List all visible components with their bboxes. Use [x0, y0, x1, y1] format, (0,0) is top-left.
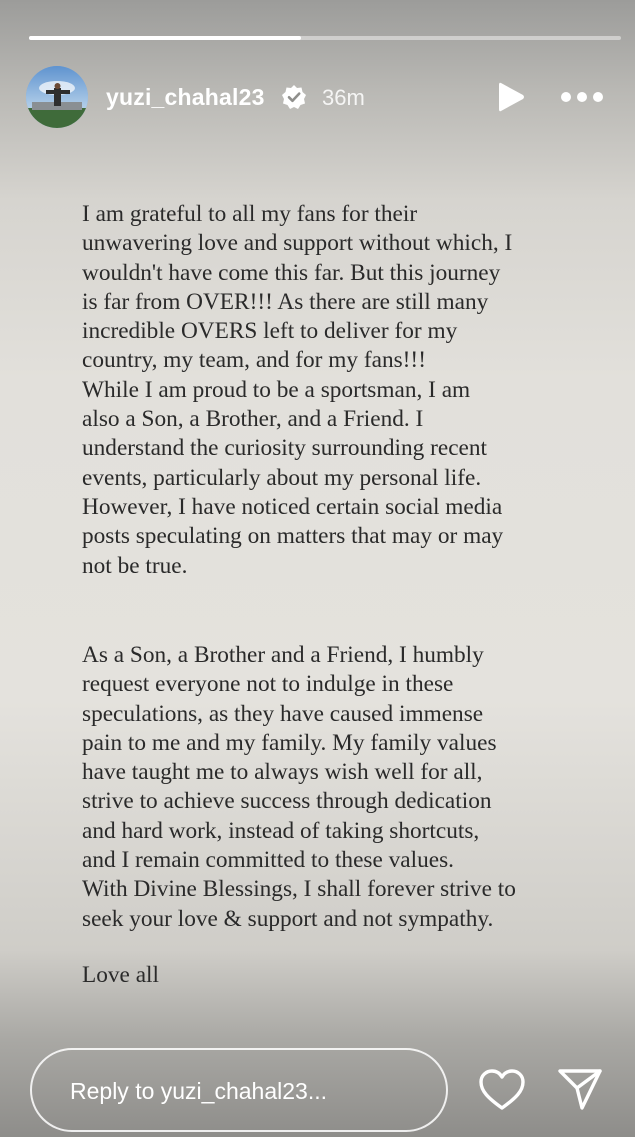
- heart-icon[interactable]: [478, 1068, 526, 1112]
- statement-line: I am grateful to all my fans for their: [82, 201, 418, 227]
- statement-line: have taught me to always wish well for all,: [82, 759, 483, 786]
- statement-line: request everyone not to indulge in these: [82, 671, 454, 698]
- statement-paragraph-2: [82, 641, 602, 934]
- statement-line: posts speculating on matters that may or may: [82, 523, 504, 550]
- statement-line: wouldn't have come this far. But this journey: [82, 259, 501, 286]
- statement-line: also a Son, a Brother, and a Friend. I: [82, 406, 424, 433]
- avatar-image: [26, 66, 88, 128]
- statement-paragraph-1: [82, 200, 602, 581]
- statement-line: With Divine Blessings, I shall forever strive to: [82, 876, 516, 903]
- statement-line: and hard work, instead of taking shortcuts,: [82, 817, 480, 844]
- story-header: [26, 66, 610, 128]
- send-icon[interactable]: [556, 1066, 604, 1112]
- statement-line: and I remain committed to these values.: [82, 847, 454, 874]
- statement-line: incredible OVERS left to deliver for my: [82, 318, 458, 345]
- reply-input[interactable]: [30, 1048, 448, 1132]
- statement-line: events, particularly about my personal life.: [82, 464, 482, 491]
- signoff-text: Love all: [82, 962, 159, 988]
- statement-line: not be true.: [82, 552, 188, 579]
- statement-line: unwavering love and support without which, I: [82, 230, 513, 257]
- play-icon[interactable]: [495, 80, 527, 114]
- statement-line: pain to me and my family. My family values: [82, 729, 497, 756]
- post-time: 36m: [322, 85, 365, 110]
- statement-line: However, I have noticed certain social media: [82, 493, 503, 520]
- statement-line: speculations, as they have caused immense: [82, 700, 484, 727]
- reply-placeholder: Reply to yuzi_chahal23...: [70, 1078, 327, 1104]
- more-options-icon[interactable]: [560, 90, 604, 104]
- statement-line: understand the curiosity surrounding recent: [82, 435, 487, 462]
- statement-line: seek your love & support and not sympathy.: [82, 905, 494, 932]
- avatar[interactable]: [26, 66, 88, 128]
- statement-line: While I am proud to be a sportsman, I am: [82, 376, 471, 403]
- story-progress-bar: [29, 36, 621, 40]
- statement-line: As a Son, a Brother and a Friend, I humbly: [82, 642, 484, 668]
- username[interactable]: yuzi_chahal23: [106, 84, 265, 110]
- statement-line: strive to achieve success through dedication: [82, 788, 492, 815]
- verified-badge-icon: [281, 84, 307, 110]
- story-progress-fill: [29, 36, 301, 40]
- statement-line: is far from OVER!!! As there are still many: [82, 288, 489, 315]
- statement-line: country, my team, and for my fans!!!: [82, 347, 426, 374]
